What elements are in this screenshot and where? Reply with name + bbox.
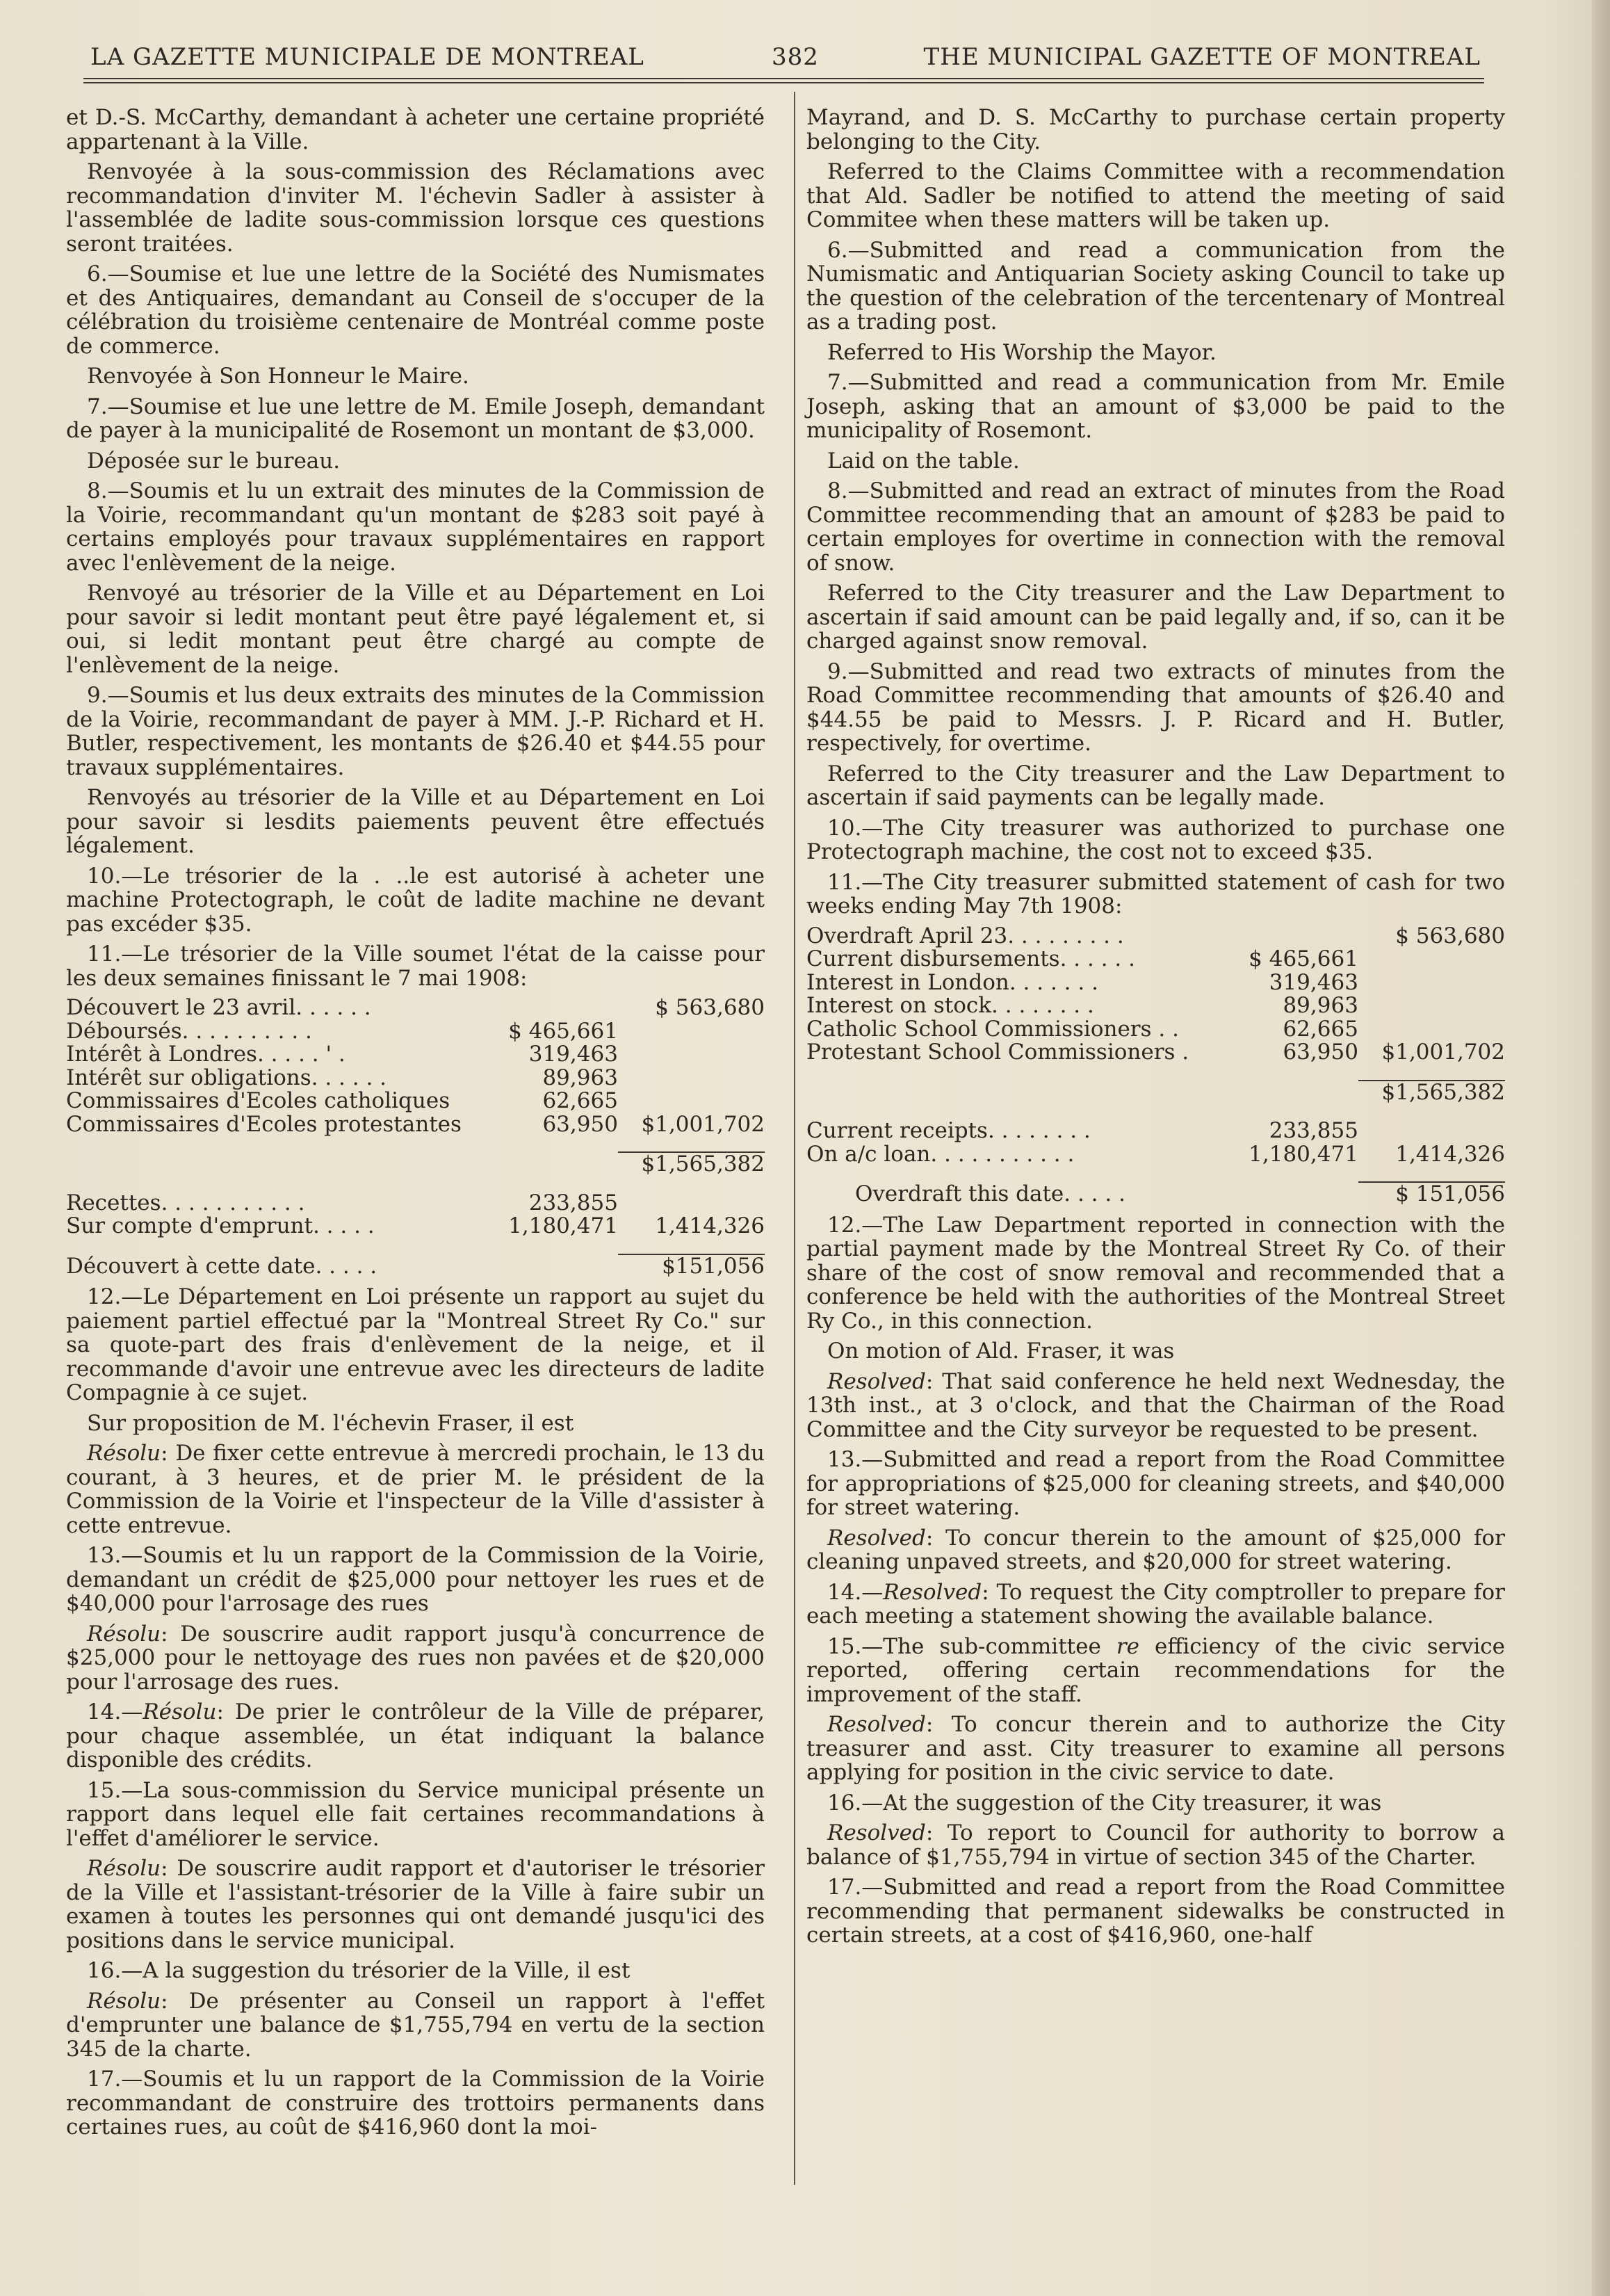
paragraph-text: : To concur therein and to authorize the City treasurer and asst. City treasurer to examine all persons applying for position in the civic service to date. bbox=[806, 1712, 1505, 1785]
table-cell bbox=[1358, 948, 1505, 971]
paragraph: 12.—The Law Department reported in connection with the partial payment made by the Montreal Street Ry Co. of their share of the cost of snow removal and recommended that a conference be held with the authorities of the Montreal Street Ry Co., in this connection. bbox=[806, 1212, 1505, 1334]
paragraph: 16.—A la suggestion du trésorier de la Ville, il est bbox=[87, 1958, 631, 1983]
resolution-label: Résolu bbox=[87, 1856, 161, 1881]
paragraph-text: : To request the City comptroller to prepare for each meeting a statement showing the available balance. bbox=[806, 1579, 1505, 1628]
paragraph: 9.—Submitted and read two extracts of minutes from the Road Committee recommending that amounts of $26.40 and $44.55 be paid to Messrs. J. P. Ricard and H. Butler, respectively, for overtime. bbox=[806, 658, 1505, 756]
table-cell: Découvert le 23 avril. . . . . . bbox=[66, 995, 371, 1020]
paragraph-text: : To report to Council for authority to borrow a balance of $1,755,794 in virtue of section 345 of the Charter. bbox=[806, 1820, 1505, 1870]
paragraph: 11.—Le trésorier de la Ville soumet l'état de la caisse pour les deux semaines finissant le 7 mai 1908: bbox=[66, 941, 765, 991]
table-cell: Recettes. . . . . . . . . . . bbox=[66, 1190, 305, 1215]
paragraph bbox=[66, 1857, 765, 1953]
resolution-label: Resolved bbox=[827, 1712, 926, 1737]
table-cell: $ 563,680 bbox=[1395, 923, 1505, 948]
resolution-label: Resolved bbox=[883, 1579, 982, 1605]
table-row bbox=[66, 1067, 765, 1090]
resolution-label: Résolu bbox=[87, 1988, 161, 2014]
paragraph bbox=[66, 1700, 765, 1772]
item-number: 14.— bbox=[87, 1699, 143, 1724]
french-column bbox=[66, 106, 765, 2146]
table-row bbox=[66, 1177, 765, 1192]
paragraph: 7.—Soumise et lue une lettre de M. Emile Joseph, demandant de payer à la municipalité de Rosemont un montant de $3,000. bbox=[66, 394, 765, 443]
table-cell: Overdraft this date. . . . . bbox=[855, 1181, 1125, 1206]
paragraph: Mayrand, and D. S. McCarthy to purchase certain property belonging to the City. bbox=[806, 105, 1505, 154]
table-cell: Intérêt à Londres. . . . . ' . bbox=[66, 1042, 345, 1067]
table-cell: Sur compte d'emprunt. . . . . bbox=[66, 1213, 375, 1238]
paragraph: Sur proposition de M. l'échevin Fraser, il est bbox=[87, 1410, 574, 1436]
table-cell: $ 151,056 bbox=[1358, 1182, 1505, 1206]
table-row bbox=[66, 1192, 765, 1215]
paragraph: 17.—Soumis et lu un rapport de la Commission de la Voirie recommandant de construire des trottoirs permanents dans certaines rues, au coût de $416,960 dont la moi- bbox=[66, 2067, 765, 2140]
table-cell bbox=[618, 1067, 765, 1090]
paragraph: 12.—Le Département en Loi présente un rapport au sujet du paiement partiel effectué par la "Montreal Street Ry Co." sur sa quote-part des frais d'enlèvement de la neige, et il recommande d'avoir une entrevue avec les directeurs de ladite Compagnie à ce sujet. bbox=[66, 1284, 765, 1405]
table-row bbox=[806, 1081, 1505, 1105]
paragraph-text: efficiency of the civic service reported, offering certain recommendations for the improvement of the staff. bbox=[806, 1633, 1505, 1707]
table-row bbox=[66, 1238, 765, 1254]
paragraph-text: : De prier le contrôleur de la Ville de préparer, pour chaque assemblée, un état indiquant la balance disponible des crédits. bbox=[66, 1699, 765, 1772]
page-edge-shadow bbox=[1592, 0, 1610, 2296]
table-cell bbox=[618, 1020, 765, 1044]
table-cell bbox=[618, 1090, 765, 1113]
table-cell bbox=[1358, 994, 1505, 1018]
paragraph: 10.—The City treasurer was authorized to purchase one Protectograph machine, the cost not to exceed $35. bbox=[806, 815, 1505, 864]
paragraph-text: 15.—The sub-committee bbox=[827, 1633, 1116, 1659]
paragraph-text: : That said conference he held next Wednesday, the 13th inst., at 3 o'clock, and that the Chairman of the Road Committee and the City surveyor be requested to be present. bbox=[806, 1368, 1505, 1442]
table-cell: 89,963 bbox=[542, 1065, 618, 1090]
table-row bbox=[806, 1018, 1505, 1042]
table-row bbox=[806, 948, 1505, 971]
table-row bbox=[806, 925, 1505, 948]
english-column bbox=[806, 106, 1505, 1954]
paragraph: On motion of Ald. Fraser, it was bbox=[827, 1339, 1175, 1364]
column-divider bbox=[794, 92, 795, 2185]
table-row bbox=[806, 971, 1505, 995]
paragraph bbox=[66, 1622, 765, 1695]
page-number: 382 bbox=[772, 43, 819, 71]
paragraph: Referred to the City treasurer and the Law Department to ascertain if said payments can be legally made. bbox=[806, 761, 1505, 810]
table-cell: 1,414,326 bbox=[655, 1213, 765, 1238]
table-cell: 63,950 bbox=[1283, 1040, 1358, 1065]
table-cell: $1,565,382 bbox=[618, 1152, 765, 1177]
paragraph bbox=[66, 1441, 765, 1537]
resolution-label: Résolu bbox=[87, 1621, 161, 1647]
paragraph-text: : To concur therein to the amount of $25,000 for cleaning unpaved streets, and $20,000 for street watering. bbox=[806, 1525, 1505, 1574]
paragraph-text-italic: re bbox=[1116, 1633, 1140, 1659]
table-cell bbox=[618, 1043, 765, 1067]
table-row bbox=[806, 1104, 1505, 1119]
table-row bbox=[66, 1090, 765, 1113]
table-row bbox=[66, 1136, 765, 1152]
paragraph: Renvoyé au trésorier de la Ville et au Département en Loi pour savoir si ledit montant peut être payé légalement et, si oui, si ledit montant peut être chargé au compte de l'enlèvement de la neige. bbox=[66, 581, 765, 678]
table-cell: Déboursés. . . . . . . . . . bbox=[66, 1018, 312, 1044]
paragraph: 8.—Soumis et lu un extrait des minutes de la Commission de la Voirie, recommandant qu'un montant de $283 soit payé à certains employés pour travaux supplémentaires en rapport avec l'enlèvement de la neige. bbox=[66, 478, 765, 576]
table-row bbox=[806, 1065, 1505, 1081]
table-row bbox=[806, 1041, 1505, 1065]
table-cell: Current disbursements. . . . . . bbox=[806, 946, 1135, 971]
table-row bbox=[66, 1215, 765, 1238]
paragraph: 6.—Submitted and read a communication from the Numismatic and Antiquarian Society asking Council to take up the question of the celebration of the tercentenary of Montreal as a trading post. bbox=[806, 237, 1505, 334]
table-cell: 319,463 bbox=[1269, 969, 1358, 995]
table-row bbox=[806, 1119, 1505, 1143]
paragraph: 7.—Submitted and read a communication from Mr. Emile Joseph, asking that an amount of $3,000 be paid to the municipality of Rosemont. bbox=[806, 370, 1505, 443]
table-cell: Interest on stock. . . . . . . . bbox=[806, 993, 1094, 1018]
table-cell: 1,414,326 bbox=[1395, 1141, 1505, 1167]
paragraph: 17.—Submitted and read a report from the Road Committee recommending that permanent sidewalks be constructed in certain streets, at a cost of $416,960, one-half bbox=[806, 1875, 1505, 1948]
table-row bbox=[66, 1254, 765, 1279]
resolution-label: Resolved bbox=[827, 1525, 926, 1551]
paragraph: Renvoyés au trésorier de la Ville et au Département en Loi pour savoir si lesdits paiements peuvent être effectués légalement. bbox=[66, 785, 765, 858]
table-cell: Commissaires d'Ecoles catholiques bbox=[66, 1088, 450, 1113]
paragraph: 11.—The City treasurer submitted statement of cash for two weeks ending May 7th 1908: bbox=[806, 869, 1505, 919]
paragraph: et D.-S. McCarthy, demandant à acheter une certaine propriété appartenant à la Ville. bbox=[66, 105, 765, 154]
paragraph bbox=[806, 1635, 1505, 1707]
paragraph: 16.—At the suggestion of the City treasurer, it was bbox=[827, 1790, 1382, 1816]
paragraph-text: : De fixer cette entrevue à mercredi prochain, le 13 du courant, à 3 heures, et de prier M. le président de la Commission de la Voirie et l'inspecteur de la Ville d'assister à cette entrevue. bbox=[66, 1441, 765, 1538]
paragraph: Renvoyée à la sous-commission des Réclamations avec recommandation d'inviter M. l'échevin Sadler à assister à l'assemblée de ladite sous-commission lorsque ces questions seront traitées. bbox=[66, 159, 765, 257]
table-cell: Commissaires d'Ecoles protestantes bbox=[66, 1111, 462, 1137]
paragraph bbox=[806, 1370, 1505, 1442]
table-cell: Current receipts. . . . . . . . bbox=[806, 1118, 1091, 1143]
paragraph: Referred to His Worship the Mayor. bbox=[827, 339, 1217, 365]
table-cell: Découvert à cette date. . . . . bbox=[66, 1253, 377, 1279]
table-cell: 233,855 bbox=[1269, 1118, 1358, 1143]
table-row bbox=[806, 1182, 1505, 1206]
table-cell: Protestant School Commissioners . bbox=[806, 1040, 1189, 1065]
table-cell: 233,855 bbox=[528, 1190, 618, 1215]
cash-statement-table-fr bbox=[66, 996, 765, 1278]
table-cell: $1,001,702 bbox=[1381, 1040, 1505, 1065]
table-cell: 62,665 bbox=[1283, 1016, 1358, 1042]
paragraph: Laid on the table. bbox=[827, 448, 1020, 474]
table-cell: 62,665 bbox=[542, 1088, 618, 1113]
table-cell: 319,463 bbox=[528, 1042, 618, 1067]
header-rule-second bbox=[83, 82, 1484, 83]
paragraph: 8.—Submitted and read an extract of minutes from the Road Committee recommending that an amount of $283 be paid to certain employes for overtime in connection with the removal of snow. bbox=[806, 478, 1505, 576]
table-cell bbox=[1358, 971, 1505, 995]
header-rule bbox=[83, 78, 1484, 79]
header-english-title: THE MUNICIPAL GAZETTE OF MONTREAL bbox=[923, 43, 1481, 71]
table-cell: 1,180,471 bbox=[1249, 1141, 1358, 1167]
table-cell bbox=[1358, 1018, 1505, 1042]
table-cell bbox=[499, 996, 618, 1020]
table-row bbox=[806, 1143, 1505, 1167]
paragraph: Referred to the Claims Committee with a recommendation that Ald. Sadler be notified to attend the meeting of said Commitee when these matters will be taken up. bbox=[806, 159, 1505, 232]
table-row bbox=[66, 1152, 765, 1177]
paragraph bbox=[66, 1989, 765, 2062]
paragraph: 13.—Soumis et lu un rapport de la Commission de la Voirie, demandant un crédit de $25,000 pour nettoyer les rues et de $40,000 pour l'arrosage des rues bbox=[66, 1543, 765, 1616]
resolution-label: Résolu bbox=[87, 1441, 161, 1466]
header-french-title: LA GAZETTE MUNICIPALE DE MONTREAL bbox=[90, 43, 644, 71]
table-cell: 1,180,471 bbox=[508, 1213, 618, 1238]
table-cell bbox=[1239, 925, 1358, 948]
paragraph-text: : De présenter au Conseil un rapport à l'effet d'emprunter une balance de $1,755,794 en vertu de la section 345 de la charte. bbox=[66, 1988, 765, 2062]
table-row bbox=[66, 1020, 765, 1044]
table-cell: Intérêt sur obligations. . . . . . bbox=[66, 1065, 387, 1090]
table-row bbox=[66, 1043, 765, 1067]
resolution-label: Résolu bbox=[143, 1699, 217, 1724]
paragraph: 9.—Soumis et lus deux extraits des minutes de la Commission de la Voirie, recommandant de payer à MM. J.-P. Richard et H. Butler, respectivement, les montants de $26.40 et $44.55 pour travaux supplémentaires. bbox=[66, 683, 765, 780]
table-cell: 63,950 bbox=[542, 1111, 618, 1137]
paragraph bbox=[806, 1526, 1505, 1574]
paragraph: 10.—Le trésorier de la . ..le est autorisé à acheter une machine Protectograph, le coût de ladite machine ne devant pas excéder $35. bbox=[66, 863, 765, 937]
table-cell bbox=[618, 1192, 765, 1215]
paragraph bbox=[806, 1821, 1505, 1869]
resolution-label: Resolved bbox=[827, 1820, 926, 1845]
paragraph bbox=[806, 1580, 1505, 1628]
table-cell: On a/c loan. . . . . . . . . . . bbox=[806, 1141, 1075, 1167]
paragraph-text: : De souscrire audit rapport et d'autoriser le trésorier de la Ville et l'assistant-trésorier de la Ville à faire subir un examen à toutes les personnes qui ont demandé jusqu'ici des positions dans le service municipal. bbox=[66, 1856, 765, 1953]
paragraph: 15.—La sous-commission du Service municipal présente un rapport dans lequel elle fait certaines recommandations à l'effet d'améliorer le service. bbox=[66, 1777, 765, 1851]
table-cell: Interest in London. . . . . . . bbox=[806, 969, 1098, 995]
table-cell: $ 563,680 bbox=[655, 995, 765, 1020]
table-cell bbox=[1358, 1119, 1505, 1143]
paragraph: Referred to the City treasurer and the Law Department to ascertain if said amount can be paid legally and, if so, can it be charged against snow removal. bbox=[806, 581, 1505, 654]
table-cell: $ 465,661 bbox=[508, 1018, 618, 1044]
table-row bbox=[66, 996, 765, 1020]
table-row bbox=[806, 1166, 1505, 1182]
item-number: 14.— bbox=[827, 1579, 884, 1605]
table-cell: $ 465,661 bbox=[1249, 946, 1358, 971]
table-cell: Overdraft April 23. . . . . . . . . bbox=[806, 923, 1124, 948]
paragraph: 13.—Submitted and read a report from the Road Committee for appropriations of $25,000 for cleaning streets, and $40,000 for street watering. bbox=[806, 1447, 1505, 1520]
page-header bbox=[90, 43, 1481, 74]
paragraph: Déposée sur le bureau. bbox=[87, 448, 341, 474]
cash-statement-table-en bbox=[806, 925, 1505, 1206]
paragraph-text: : De souscrire audit rapport jusqu'à concurrence de $25,000 pour le nettoyage des rues non pavées et de $20,000 pour l'arrosage des rues. bbox=[66, 1621, 765, 1695]
table-cell: Catholic School Commissioners . . bbox=[806, 1016, 1179, 1042]
table-cell: $1,565,382 bbox=[1358, 1081, 1505, 1105]
paragraph: Renvoyée à Son Honneur le Maire. bbox=[87, 364, 469, 389]
paragraph bbox=[806, 1713, 1505, 1785]
resolution-label: Resolved bbox=[827, 1368, 926, 1394]
paragraph: 6.—Soumise et lue une lettre de la Société des Numismates et des Antiquaires, demandant au Conseil de s'occuper de la célébration du troisième centenaire de Montréal comme poste de commerce. bbox=[66, 261, 765, 359]
table-cell: $151,056 bbox=[618, 1254, 765, 1279]
table-cell: 89,963 bbox=[1283, 993, 1358, 1018]
table-cell: $1,001,702 bbox=[641, 1111, 765, 1137]
table-row bbox=[66, 1113, 765, 1137]
table-row bbox=[806, 994, 1505, 1018]
